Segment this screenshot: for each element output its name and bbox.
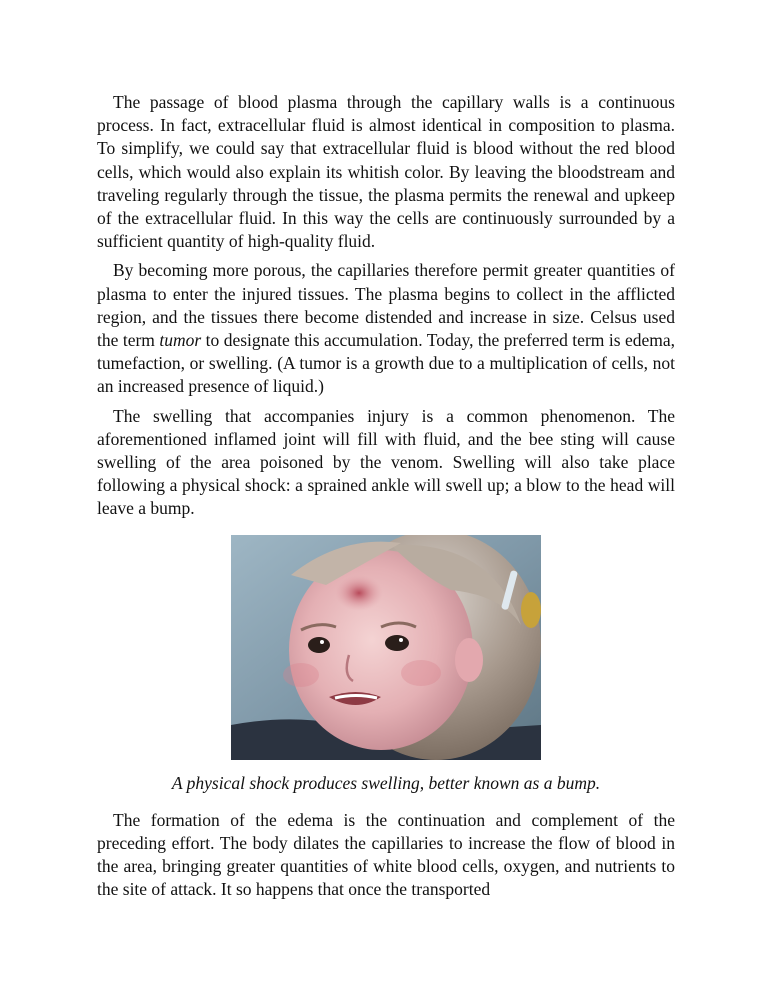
paragraph-edema-formation: The formation of the edema is the continuation and complement of the preceding effort. The body dilates the capillaries to increase the flow of blood in the area, bringing greater quantities of white blood cells, oxygen, and nutrients to the site of attack. It so happens that once the transported <box>97 809 675 900</box>
figure <box>97 535 675 795</box>
figure-caption: A physical shock produces swelling, better known as a bump. <box>171 772 601 793</box>
emphasis-term: tumor <box>159 330 202 351</box>
paragraph-text-after-emphasis: to designate this accumulation. Today, the preferred term is edema, tumefaction, or swelling. (A tumor is a growth due to a multiplication of cells, not an increased presence of liquid.) <box>97 330 675 397</box>
paragraph-swelling-injury: The swelling that accompanies injury is a common phenomenon. The aforementioned inflamed joint will fill with fluid, and the bee sting will cause swelling of the area poisoned by the venom. Swelling will also take place following a physical shock: a sprained ankle will swell up; a blow to the head will leave a bump. <box>97 405 675 519</box>
paragraph-capillaries-porous <box>97 259 675 398</box>
paragraph-text-before-emphasis: By becoming more porous, the capillaries therefore permit greater quantities of plasma to enter the injured tissues. The plasma begins to collect in the afflicted region, and the tissues there become distended and increase in size. Celsus used the term <box>97 260 675 351</box>
paragraph-plasma-passage: The passage of blood plasma through the capillary walls is a continuous process. In fact, extracellular fluid is almost identical in composition to plasma. To simplify, we could say that extracellular fluid is blood without the red blood cells, which would also explain its whitish color. By leaving the bloodstream and traveling regularly through the tissue, the plasma permits the renewal and upkeep of the extracellular fluid. In this way the cells are continuously surrounded by a sufficient quantity of high-quality fluid. <box>97 92 675 252</box>
page-content <box>97 91 675 907</box>
child-bump-photo <box>231 535 541 760</box>
